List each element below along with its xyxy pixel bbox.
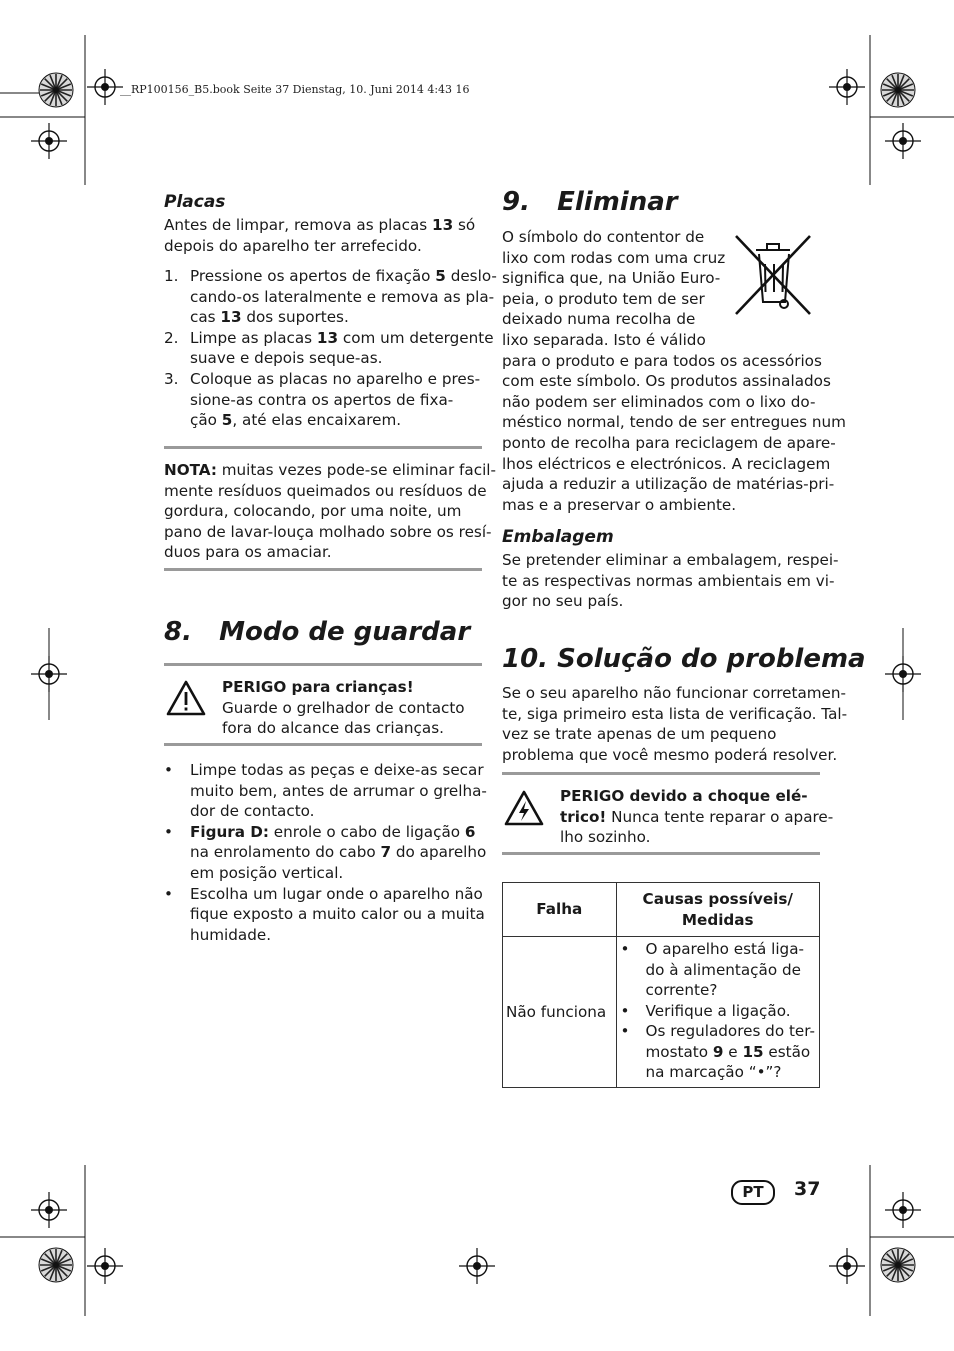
list-item: 2. Limpe as placas 13 com um detergente suave e depois seque-as. [164,328,494,368]
placas-heading: Placas [164,192,226,212]
warning-electric-shock: PERIGO devido a choque elé- trico! Nunca tente reparar o apare- lho sozinho. [560,787,834,847]
electric-shock-warning-icon [504,790,544,826]
language-badge: PT [731,1180,775,1205]
column-header-fault: Falha [503,883,617,937]
divider [164,663,482,666]
note-label: NOTA: [164,461,217,479]
list-item: • O aparelho está liga- do à alimentação de corrente? [620,939,804,1000]
list-item: • Limpe todas as peças e deixe-as secar muito bem, antes de arrumar o grelha- dor de contacto. [164,761,487,821]
measures-cell [616,937,819,1088]
section-10-heading: 10. Solução do problema [502,644,866,674]
divider [502,852,820,855]
print-slug: __RP100156_B5.book Seite 37 Dienstag, 10. Juni 2014 4:43 16 [120,83,470,96]
list-item: • Figura D: enrole o cabo de ligação 6 na enrolamento do cabo 7 do aparelho em posição vertical. [164,822,487,882]
list-item: • Escolha um lugar onde o aparelho não fique exposto a muito calor ou a muita humidade. [164,884,485,944]
table-header-row [503,883,820,937]
page-number: 37 [794,1178,821,1200]
list-item: • Os reguladores do ter- mostato 9 e 15 estão na marcação “•”? [620,1022,815,1082]
list-item: 3. Coloque as placas no aparelho e pres- sione-as contra os apertos de fixa- ção 5, até elas encaixarem. [164,369,481,430]
troubleshooting-intro: Se o seu aparelho não funcionar corretamen- te, siga primeiro esta lista de verificação. Tal- vez se trate apenas de um pequeno problema que você mesmo poderá resolver. [502,684,848,764]
troubleshooting-table [502,882,820,1088]
warning-children: PERIGO para crianças! Guarde o grelhador de contacto fora do alcance das crianças. [222,678,465,738]
divider [164,446,482,449]
packaging-heading: Embalagem [502,527,614,547]
packaging-text: Se pretender eliminar a embalagem, respei- te as respectivas normas ambientais em vi- gor no seu país. [502,551,839,611]
list-item: 1. Pressione os apertos de fixação 5 deslo- cando-os lateralmente e remova as pla- cas 13 dos suportes. [164,267,497,327]
divider [164,568,482,571]
placas-steps [164,266,497,431]
divider [164,743,482,746]
divider [502,772,820,775]
warning-triangle-icon [166,680,206,716]
section-8-heading: 8. Modo de guardar [164,617,471,647]
note-box: NOTA: muitas vezes pode-se eliminar facil- mente resíduos queimados ou resíduos de gordura, colocando, por uma noite, um pano de lavar-louça molhado sobre os resí- duos para os amaciar. [164,461,496,562]
section-9-heading: 9. Eliminar [502,187,678,217]
disposal-text: O símbolo do contentor de lixo com rodas com uma cruz significa que, na União Euro- peia, o produto tem de ser deixado numa recolha de lixo separada. Isto é válido para o produto e para todos os acessórios com este símbolo. Os produtos assinalados não podem ser eliminados com o lixo do- méstico normal, tendo de ser entregues num ponto de recolha para reciclagem de apare- lhos eléctricos e electrónicos. A reciclagem ajuda a reduzir a utilização de matérias-pri- mas e a preservar o ambiente. [502,228,846,514]
placas-intro: Antes de limpar, remova as placas 13 só depois do aparelho ter arrefecido. [164,216,476,255]
storage-bullets [164,760,487,945]
column-header-causes: Causas possíveis/ Medidas [616,883,819,937]
list-item: • Verifique a ligação. [620,1001,791,1020]
table-row [503,937,820,1088]
fault-cell: Não funciona [503,937,617,1088]
